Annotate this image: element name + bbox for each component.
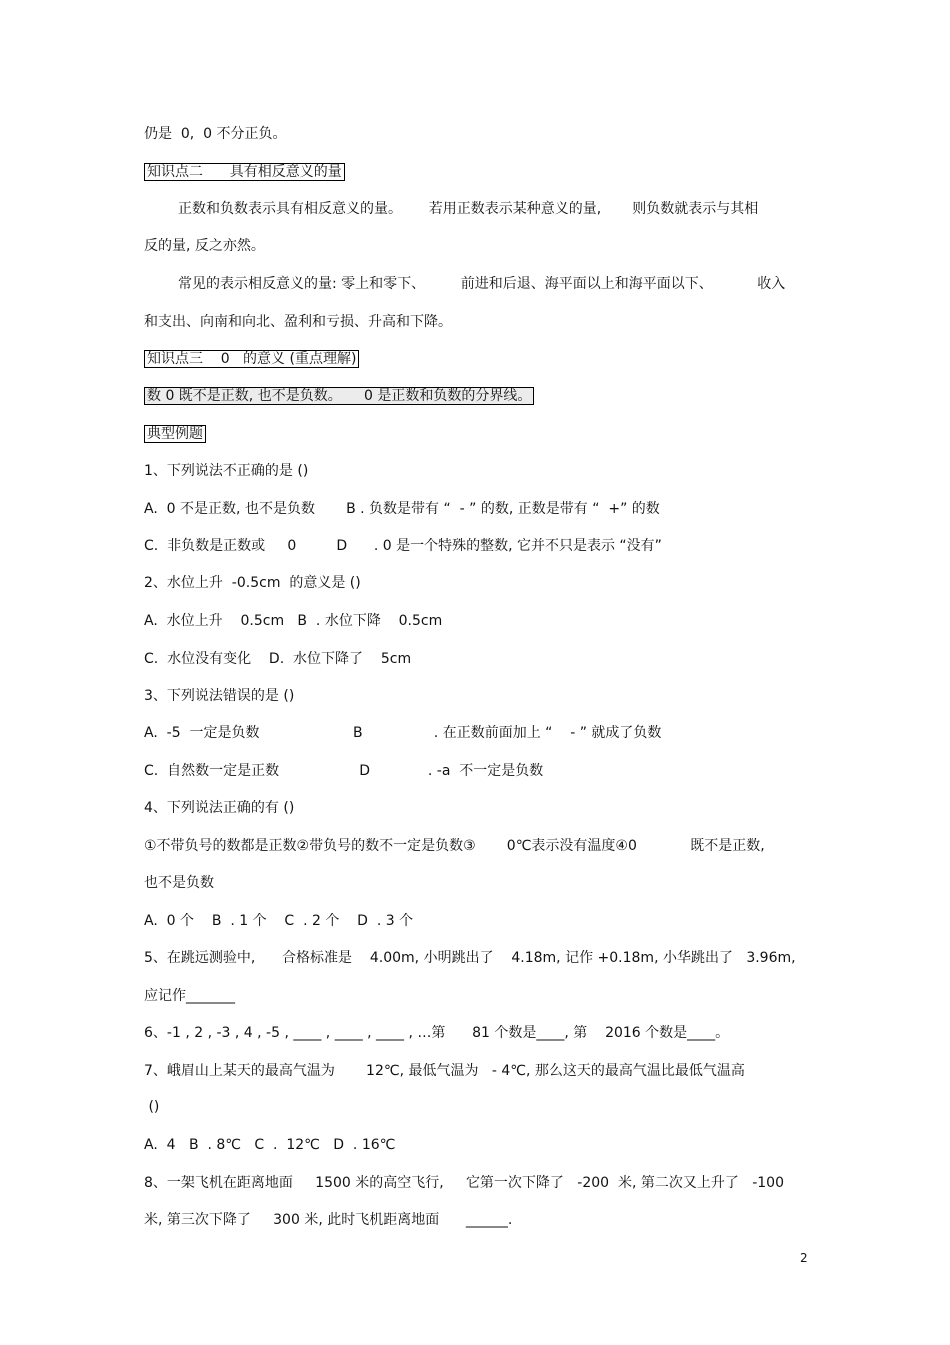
section-heading-3 [144, 349, 359, 369]
question-1: 1、下列说法不正确的是 () [144, 463, 309, 479]
section-heading-2 [144, 162, 345, 182]
question-4-statements-cont: 也不是负数 [144, 875, 214, 891]
question-3: 3、下列说法错误的是 () [144, 688, 295, 704]
examples-heading [144, 424, 206, 444]
definition-box: 数 0 既不是正数, 也不是负数。 0 是正数和负数的分界线。 [144, 387, 534, 405]
question-2-options-ab: A. 水位上升 0.5cm B . 水位下降 0.5cm [144, 613, 443, 629]
question-1-options-cd: C. 非负数是正数或 0 D . 0 是一个特殊的整数, 它并不只是表示 “没有” [144, 538, 662, 554]
question-3-options-ab: A. -5 一定是负数 B . 在正数前面加上 “ - ” 就成了负数 [144, 725, 662, 741]
section-heading-box: 知识点三 0 的意义 (重点理解) [144, 350, 359, 368]
question-8-cont: 米, 第三次下降了 300 米, 此时飞机距离地面 ______. [144, 1212, 513, 1228]
question-1-options-ab: A. 0 不是正数, 也不是负数 B . 负数是带有 “ - ” 的数, 正数是带有 “ +” 的数 [144, 501, 660, 517]
text-line: 和支出、向南和向北、盈利和亏损、升高和下降。 [144, 314, 452, 330]
question-7: 7、峨眉山上某天的最高气温为 12℃, 最低气温为 - 4℃, 那么这天的最高气温比最低气温高 [144, 1063, 745, 1079]
question-4: 4、下列说法正确的有 () [144, 800, 295, 816]
question-4-statements: ①不带负号的数都是正数②带负号的数不一定是负数③ 0℃表示没有温度④0 既不是正数, [144, 838, 765, 854]
question-2: 2、水位上升 -0.5cm 的意义是 () [144, 575, 361, 591]
section-heading-box: 知识点二 具有相反意义的量 [144, 163, 345, 181]
question-4-options: A. 0 个 B . 1 个 C . 2 个 D . 3 个 [144, 913, 414, 929]
question-7-options: A. 4 B . 8℃ C . 12℃ D . 16℃ [144, 1137, 396, 1153]
text-line: 正数和负数表示具有相反意义的量。 若用正数表示某种意义的量, 则负数就表示与其相 [178, 201, 759, 217]
question-2-options-cd: C. 水位没有变化 D. 水位下降了 5cm [144, 651, 412, 667]
question-5: 5、在跳远测验中, 合格标准是 4.00m, 小明跳出了 4.18m, 记作 +0.18m, 小华跳出了 3.96m, [144, 950, 796, 966]
text-line: 常见的表示相反意义的量: 零上和零下、 前进和后退、海平面以上和海平面以下、 收入 [178, 276, 786, 292]
question-6: 6、-1 , 2 , -3 , 4 , -5 , ____ , ____ , ____ , …第 81 个数是____, 第 2016 个数是____。 [144, 1025, 730, 1041]
text-line: 反的量, 反之亦然。 [144, 238, 265, 254]
question-7-cont: () [144, 1099, 160, 1115]
examples-heading-box: 典型例题 [144, 425, 206, 443]
highlight-definition [144, 386, 534, 406]
question-3-options-cd: C. 自然数一定是正数 D . -a 不一定是负数 [144, 763, 544, 779]
question-5-cont: 应记作_______ [144, 988, 235, 1004]
question-8: 8、一架飞机在距离地面 1500 米的高空飞行, 它第一次下降了 -200 米, 第二次又上升了 -100 [144, 1175, 784, 1191]
page-number: 2 [800, 1251, 808, 1265]
text-line: 仍是 0, 0 不分正负。 [144, 126, 287, 142]
